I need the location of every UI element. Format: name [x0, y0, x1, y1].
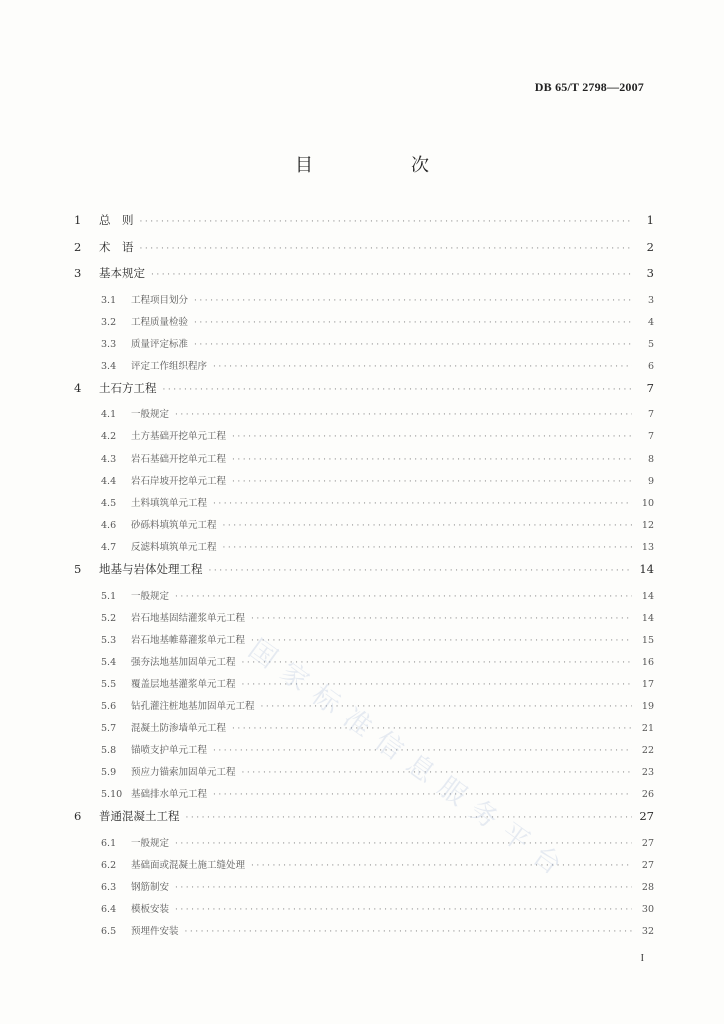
toc-entry-page: 8: [647, 453, 654, 465]
toc-entry-number: 3.4: [101, 360, 117, 372]
toc-entry[interactable]: [74, 336, 654, 358]
toc-entry-title: 土石方工程: [99, 380, 157, 395]
toc-entry-number: 3: [74, 266, 82, 280]
dot-leader: [194, 318, 632, 328]
toc-entry[interactable]: [74, 495, 654, 517]
dot-leader: [175, 883, 632, 893]
toc-entry-number: 3.1: [101, 294, 117, 306]
toc-entry-page: 7: [647, 409, 654, 421]
toc-entry[interactable]: [74, 517, 654, 539]
toc-entry-page: 12: [641, 519, 654, 531]
toc-entry-page: 1: [646, 213, 654, 227]
dot-leader: [251, 636, 632, 646]
toc-entry[interactable]: [74, 292, 654, 314]
toc-entry-page: 27: [641, 860, 654, 872]
toc-entry-page: 22: [641, 745, 654, 757]
toc-entry[interactable]: [74, 879, 654, 901]
toc-entry-number: 6: [74, 809, 82, 824]
dot-leader: [232, 477, 632, 487]
toc-entry[interactable]: [74, 539, 654, 561]
toc-entry-page: 14: [641, 612, 654, 624]
dot-leader: [175, 592, 632, 602]
toc-entry-number: 4.5: [101, 497, 117, 509]
watermark: 国家标准信息服务平台: [242, 633, 577, 888]
toc-entry-page: 4: [647, 316, 654, 328]
toc-entry-title: 质量评定标准: [131, 338, 189, 350]
toc-entry-page: 6: [647, 360, 654, 372]
dot-leader: [163, 385, 633, 395]
toc-entry-page: 14: [641, 590, 654, 602]
toc-entry-title: 强夯法地基加固单元工程: [131, 656, 236, 668]
toc-entry-page: 15: [641, 634, 654, 646]
toc-entry-title: 岩石岸坡开挖单元工程: [131, 475, 227, 487]
toc-entry-title: 基础面或混凝土施工缝处理: [131, 860, 246, 872]
toc-entry-number: 4.3: [101, 453, 117, 465]
toc-entry-number: 6.5: [101, 926, 117, 938]
toc-entry[interactable]: [74, 265, 654, 292]
toc-entry-page: 13: [641, 541, 654, 553]
toc-entry[interactable]: [74, 610, 654, 632]
toc-entry-title: 土料填筑单元工程: [131, 497, 208, 509]
toc-entry-title: 钢筋制安: [131, 882, 170, 894]
dot-leader: [185, 927, 632, 937]
toc-entry-title: 一般规定: [131, 837, 170, 849]
toc-entry-number: 5.2: [101, 612, 117, 624]
toc-entry-number: 3.2: [101, 316, 117, 328]
toc-entry-number: 1: [74, 213, 82, 227]
toc-entry-title: 模板安装: [131, 904, 170, 916]
dot-leader: [140, 217, 633, 227]
toc-entry[interactable]: [74, 676, 654, 698]
toc-entry-number: 4.4: [101, 475, 117, 487]
toc-entry-title: 预埋件安装: [131, 926, 179, 938]
toc-entry-page: 7: [647, 431, 654, 443]
toc-entry-number: 5.4: [101, 656, 117, 668]
toc-entry[interactable]: [74, 588, 654, 610]
toc-entry-title: 工程项目划分: [131, 294, 189, 306]
toc-entry-number: 5.1: [101, 590, 117, 602]
toc-entry[interactable]: [74, 786, 654, 808]
toc-entry-page: 2: [646, 239, 654, 254]
toc-entry-page: 19: [641, 701, 654, 712]
dot-leader: [194, 296, 632, 306]
dot-leader: [232, 432, 632, 442]
toc-entry-title: 工程质量检验: [131, 316, 189, 328]
toc-entry-page: 28: [641, 882, 654, 894]
toc-entry-title: 岩石基础开挖单元工程: [131, 453, 227, 465]
toc-entry-page: 32: [641, 926, 654, 938]
toc-entry-number: 5: [74, 562, 82, 577]
toc-entry-number: 5.8: [101, 745, 117, 757]
dot-leader: [209, 566, 633, 576]
toc-entry-number: 4.6: [101, 519, 117, 531]
toc-entry-title: 一般规定: [131, 409, 170, 421]
toc-entry-number: 6.4: [101, 904, 117, 916]
toc-entry-title: 基本规定: [99, 266, 145, 280]
toc-entry-page: 3: [646, 266, 654, 280]
toc-entry-number: 6.2: [101, 860, 117, 872]
toc-entry-title: 反滤料填筑单元工程: [131, 541, 217, 553]
page-title: 目 次: [295, 155, 469, 176]
toc-entry-page: 30: [641, 904, 654, 916]
toc-entry-page: 27: [639, 809, 654, 824]
toc-entry-number: 5.10: [101, 789, 123, 801]
toc-entry-page: 7: [646, 380, 654, 395]
toc-entry[interactable]: [74, 808, 654, 835]
dot-leader: [140, 244, 633, 254]
toc-entry-title: 地基与岩体处理工程: [99, 562, 203, 577]
dot-leader: [213, 790, 632, 800]
toc-entry-page: 9: [647, 475, 654, 487]
toc-entry-page: 10: [641, 497, 654, 509]
toc-entry-title: 一般规定: [131, 590, 170, 602]
toc-entry-title: 普通混凝土工程: [99, 809, 180, 824]
toc-entry-number: 5.3: [101, 634, 117, 646]
dot-leader: [223, 543, 632, 553]
toc-entry-page: 17: [641, 678, 654, 690]
dot-leader: [232, 724, 632, 734]
toc-entry[interactable]: [74, 212, 654, 239]
toc-entry-title: 总 则: [99, 213, 134, 227]
dot-leader: [223, 521, 632, 531]
dot-leader: [232, 455, 632, 465]
table-of-contents: [74, 212, 654, 945]
toc-entry[interactable]: [74, 561, 654, 588]
toc-entry-title: 评定工作组织程序: [131, 360, 208, 372]
page-number: I: [640, 953, 644, 964]
toc-entry-title: 钻孔灌注桩地基加固单元工程: [131, 701, 255, 712]
toc-entry[interactable]: [74, 923, 654, 945]
toc-entry-page: 5: [647, 338, 654, 350]
toc-entry[interactable]: [74, 632, 654, 654]
toc-entry[interactable]: [74, 473, 654, 495]
dot-leader: [175, 905, 632, 915]
toc-entry-title: 锚喷支护单元工程: [131, 745, 208, 757]
toc-entry-page: 21: [641, 723, 654, 735]
toc-entry-number: 4.7: [101, 541, 117, 553]
dot-leader: [251, 614, 632, 624]
toc-entry-page: 3: [647, 294, 654, 306]
dot-leader: [186, 813, 633, 823]
toc-entry-number: 5.7: [101, 723, 117, 735]
toc-entry-title: 基础排水单元工程: [131, 789, 208, 801]
toc-entry[interactable]: [74, 428, 654, 450]
toc-entry-title: 预应力锚索加固单元工程: [131, 767, 236, 779]
toc-entry-number: 5.5: [101, 678, 117, 690]
toc-entry[interactable]: [74, 406, 654, 428]
toc-entry-title: 土方基础开挖单元工程: [131, 431, 227, 443]
toc-entry-number: 6.3: [101, 882, 117, 894]
toc-entry-title: 岩石地基固结灌浆单元工程: [131, 612, 246, 624]
toc-entry-page: 26: [641, 789, 654, 801]
toc-entry[interactable]: [74, 764, 654, 786]
toc-entry-number: 2: [74, 239, 82, 254]
toc-entry[interactable]: [74, 239, 654, 266]
dot-leader: [151, 270, 632, 280]
dot-leader: [175, 410, 632, 420]
toc-entry[interactable]: [74, 654, 654, 676]
toc-entry-page: 27: [641, 837, 654, 849]
toc-entry-title: 混凝土防渗墙单元工程: [131, 723, 227, 735]
toc-entry[interactable]: [74, 451, 654, 473]
toc-entry-title: 覆盖层地基灌浆单元工程: [131, 678, 236, 690]
toc-entry[interactable]: [74, 380, 654, 407]
toc-entry-number: 4.2: [101, 431, 117, 443]
toc-entry-number: 5.9: [101, 767, 117, 779]
toc-entry-page: 14: [639, 562, 654, 577]
toc-entry[interactable]: [74, 314, 654, 336]
toc-entry-title: 砂砾料填筑单元工程: [131, 519, 217, 531]
dot-leader: [194, 340, 632, 350]
standard-code: DB 65/T 2798—2007: [534, 80, 644, 94]
toc-entry-title: 术 语: [99, 239, 134, 254]
toc-entry-number: 4: [74, 380, 82, 395]
toc-entry-page: 23: [641, 767, 654, 779]
toc-entry-number: 5.6: [101, 701, 117, 712]
toc-entry-page: 16: [641, 656, 654, 668]
toc-entry-number: 4.1: [101, 409, 117, 421]
toc-entry-number: 6.1: [101, 837, 117, 849]
toc-entry-title: 岩石地基帷幕灌浆单元工程: [131, 634, 246, 646]
dot-leader: [213, 362, 632, 372]
toc-entry[interactable]: [74, 901, 654, 923]
toc-entry-number: 3.3: [101, 338, 117, 350]
toc-entry[interactable]: [74, 358, 654, 380]
dot-leader: [213, 499, 632, 509]
